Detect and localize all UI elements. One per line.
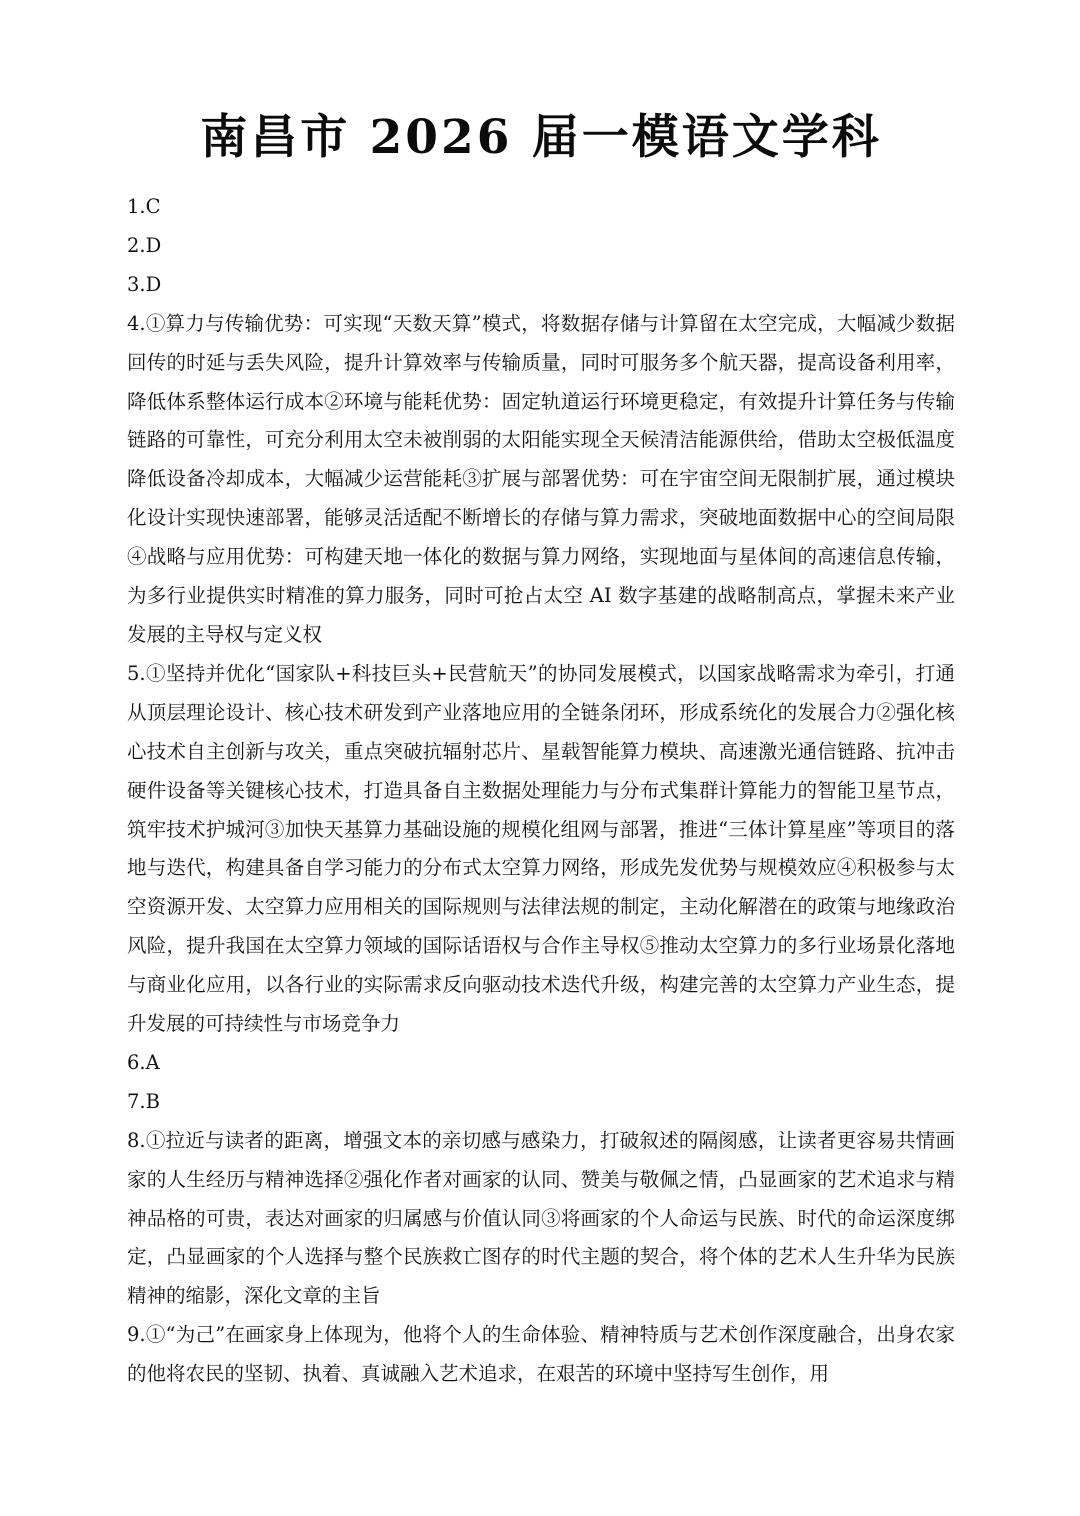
answer-item-8: 8.①拉近与读者的距离，增强文本的亲切感与感染力，打破叙述的隔阂感，让读者更容易共情画家的人生经历与精神选择②强化作者对画家的认同、赞美与敬佩之情，凸显画家的艺术追求与精神品格的可贵，表达对画家的归属感与价值认同③将画家的个人命运与民族、时代的命运深度绑定，凸显画家的个人选择与整个民族救亡图存的时代主题的契合，将个体的艺术人生升华为民族精神的缩影，深化文章的主旨 xyxy=(127,1128,955,1308)
answer-item-7: 7.B xyxy=(127,1089,160,1113)
answer-item-5: 5.①坚持并优化“国家队+科技巨头+民营航天”的协同发展模式，以国家战略需求为牵引，打通从顶层理论设计、核心技术研发到产业落地应用的全链条闭环，形成系统化的发展合力②强化核心技术自主创新与攻关，重点突破抗辐射芯片、星载智能算力模块、高速激光通信链路、抗冲击硬件设备等关键核心技术，打造具备自主数据处理能力与分布式集群计算能力的智能卫星节点，筑牢技术护城河③加快天基算力基础设施的规模化组网与部署，推进“三体计算星座”等项目的落地与迭代，构建具备自学习能力的分布式太空算力网络，形成先发优势与规模效应④积极参与太空资源开发、太空算力应用相关的国际规则与法律法规的制定，主动化解潜在的政策与地缘政治风险，提升我国在太空算力领域的国际话语权与合作主导权⑤推动太空算力的多行业场景化落地与商业化应用，以各行业的实际需求反向驱动技术迭代升级，构建完善的太空算力产业生态，提升发展的可持续性与市场竞争力 xyxy=(127,661,955,1036)
document-title: 南昌市 2026 届一模语文学科 xyxy=(200,110,882,165)
answer-item-6: 6.A xyxy=(127,1050,160,1074)
answer-item-1: 1.C xyxy=(127,195,161,218)
answer-list xyxy=(127,188,955,1394)
answer-item-4: 4.①算力与传输优势：可实现“天数天算”模式，将数据存储与计算留在太空完成，大幅减少数据回传的时延与丢失风险，提升计算效率与传输质量，同时可服务多个航天器，提高设备利用率，降低体系整体运行成本②环境与能耗优势：固定轨道运行环境更稳定，有效提升计算任务与传输链路的可靠性，可充分利用太空未被削弱的太阳能实现全天候清洁能源供给，借助太空极低温度降低设备冷却成本，大幅减少运营能耗③扩展与部署优势：可在宇宙空间无限制扩展，通过模块化设计实现快速部署，能够灵活适配不断增长的存储与算力需求，突破地面数据中心的空间局限④战略与应用优势：可构建天地一体化的数据与算力网络，实现地面与星体间的高速信息传输，为多行业提供实时精准的算力服务，同时可抢占太空 AI 数字基建的战略制高点，掌握未来产业发展的主导权与定义权 xyxy=(127,311,955,646)
answer-item-3: 3.D xyxy=(127,272,162,296)
answer-item-2: 2.D xyxy=(127,233,162,257)
answer-item-9: 9.①“为己”在画家身上体现为，他将个人的生命体验、精神特质与艺术创作深度融合，出身农家的他将农民的坚韧、执着、真诚融入艺术追求，在艰苦的环境中坚持写生创作，用 xyxy=(127,1323,955,1386)
